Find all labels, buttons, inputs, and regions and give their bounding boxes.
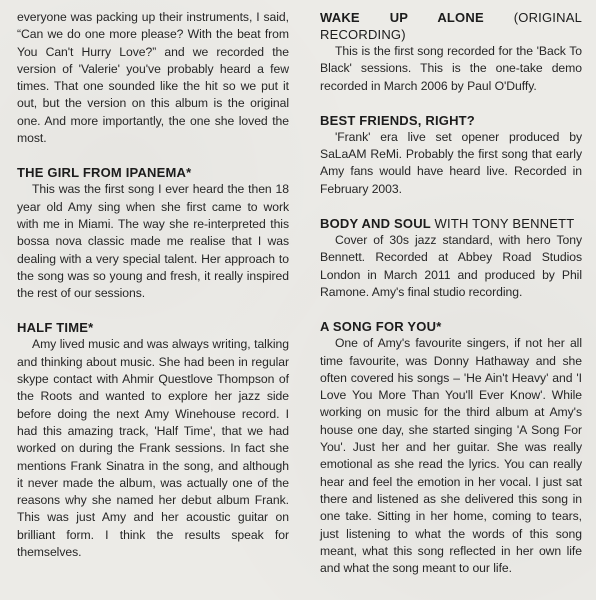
section-heading-wake-up-alone (320, 9, 582, 43)
heading-bold-part: BODY AND SOUL (320, 216, 431, 232)
section-text-body-and-soul: Cover of 30s jazz standard, with hero Tony Bennett. Recorded at Abbey Road Studios London in March 2011 and produced by Phil Ramone. Amy's final studio recording. (320, 233, 582, 299)
section-text-girl-from-ipanema: This was the first song I ever heard the then 18 year old Amy sing when she first came to work with me in Miami. The way she re-interpreted this bossa nova classic made me realise that I was dealing with a very special talent. Her approach to the song was so young and fresh, it really inspired the rest of our sessions. (17, 182, 289, 301)
left-column (17, 9, 289, 561)
intro-paragraph: everyone was packing up their instruments, I said, “Can we do one more please? With the beat from You Can't Hurry Love?” and we recorded the version of 'Valerie' you've probably heard a few times. That one sounded like the hit so we put it out, but the version on this album is the original one. And more importantly, the one she loved the most. (17, 10, 289, 146)
spacer (320, 301, 582, 318)
section-heading-girl-from-ipanema: THE GIRL FROM IPANEMA* (17, 165, 192, 181)
section-heading-body-and-soul (320, 215, 582, 232)
section-heading-a-song-for-you: A SONG FOR YOU* (320, 319, 442, 335)
section-text-best-friends: 'Frank' era live set opener produced by SaLaAM ReMi. Probably the first song that early Amy fans would have heard live. Recorded in February 2003. (320, 129, 582, 196)
heading-thin-part: (ORIGINAL RECORDING) (320, 10, 583, 42)
heading-thin-part: WITH TONY BENNETT (434, 216, 575, 232)
section-heading-best-friends: BEST FRIENDS, RIGHT? (320, 112, 475, 128)
spacer (17, 147, 289, 164)
section-text-wake-up-alone: This is the first song recorded for the 'Back To Black' sessions. This is the one-take demo recorded in March 2006 by Paul O'Duffy. (320, 44, 582, 93)
section-text-half-time: Amy lived music and was always writing, talking and thinking about music. She had been in regular skype contact with Ahmir Questlove Thompson of the Roots and wanted to explore her jazz side before doing the next Amy Winehouse record. I had this amazing track, 'Half Time', that we had worked on during the Frank sessions. In fact she mentions Frank Sinatra in the song, and although it never made the album, was actually one of the reasons why she named her debut album Frank. This was just Amy and her acoustic guitar on brilliant form. I think the results speak for themselves. (17, 337, 289, 560)
heading-bold-part: WAKE UP ALONE (320, 10, 484, 25)
right-column (320, 9, 582, 577)
spacer (320, 95, 582, 112)
spacer (17, 302, 289, 319)
section-text-a-song-for-you: One of Amy's favourite singers, if not her all time favourite, was Donny Hathaway and she often covered his songs – 'He Ain't Heavy' and 'I Love You More Than You'll Ever Know'. While working on music for the third album at Amy's house one day, she started singing 'A Song For You'. Just her and her guitar. She was really emotional as she read the lyrics. You can really hear and feel the emotion in her vocal. I just sat there and listened as she delivered this song in one take. Sitting in her home, coming to tears, just listening to what the words of this song meant, what this song reflected in her own life and what the song meant to our life. (320, 336, 582, 576)
section-heading-half-time: HALF TIME* (17, 320, 94, 336)
spacer (320, 198, 582, 215)
